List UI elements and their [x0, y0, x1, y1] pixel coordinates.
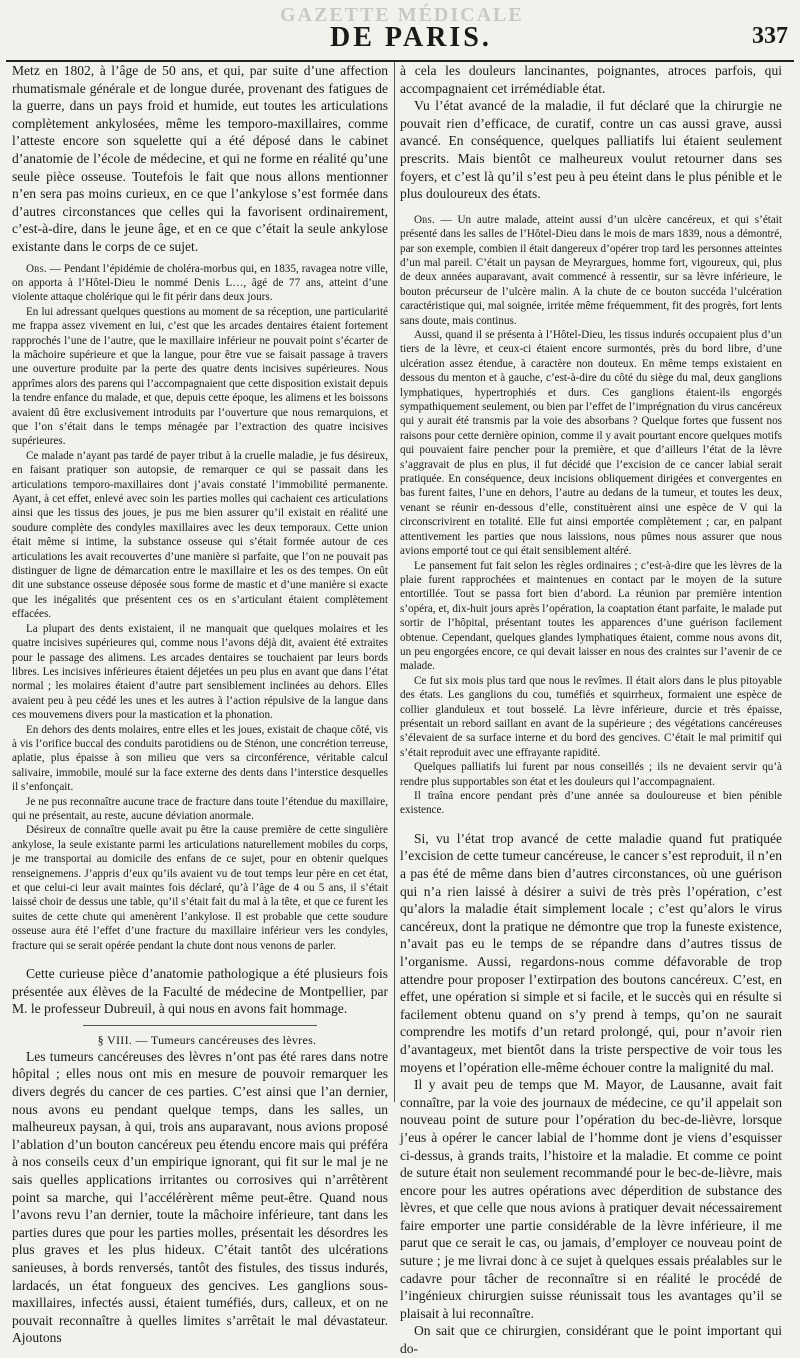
section-heading: § VIII. — Tumeurs cancéreuses des lèvres. — [97, 1032, 317, 1047]
observation-text: — Pendant l’épidémie de choléra-morbus qui, en 1835, ravagea notre ville, on apporta à l’Hôtel-Dieu le nommé Denis L…, âgé de 77 ans, atteint d’une violente attaque cholérique qui le fit périr dans deux jours. — [12, 262, 388, 304]
page-number: 337 — [752, 23, 788, 49]
observation-paragraph — [400, 213, 782, 328]
paragraph: Je ne pus reconnaître aucune trace de fracture dans toute l’étendue du maxillaire, qui ne présentait, au reste, aucune déviation anormale. — [12, 795, 388, 822]
paragraph: à cela les douleurs lancinantes, poignantes, atroces parfois, qui accompagnaient cet irrémédiable état. — [400, 63, 782, 96]
paragraph: La plupart des dents existaient, il ne manquait que quelques molaires et les quatre incisives supérieures qui, comme nous l’avons déjà dit, avaient été extraites pour le passage des alimens. Les arcades dentaires se touchaient par leurs bords libres. Les incisives inférieures étaient déjetées un peu plus en avant que dans l’état normal ; les molaires étaient d’autre part sensiblement inclinées au dehors. Elles avaient peu à peu cédé les unes et les autres à l’action répulsive de la langue dans ces mouvemens divers pour la mastication et la phonation. — [12, 622, 388, 722]
paragraph: Cette curieuse pièce d’anatomie pathologique a été plusieurs fois présentée aux élèves de la Faculté de médecine de Montpellier, par M. le professeur Dubreuil, à qui nous en avons fait hommage. — [12, 966, 388, 1017]
paragraph: Le pansement fut fait selon les règles ordinaires ; c’est-à-dire que les lèvres de la plaie furent rapprochées et maintenues en contact par le moyen de la suture entortillée. Tout se passa fort bien d’abord. La réunion par première intention s’opéra, et, dix-huit jours après l’opération, la coaptation étant parfaite, le malade put sortir de l’hôpital, présentant toutes les apparences d’une guérison facilement obtenue. Cependant, quelques glandes lymphatiques étaient, comme nous avons dit, un peu engorgées encore, ce qui devait laisser en nous des craintes sur l’avenir de ce malade. — [400, 559, 782, 673]
column-separator — [394, 62, 395, 1102]
paragraph: Metz en 1802, à l’âge de 50 ans, et qui, par suite d’une affection rhumatismale générale et de longue durée, provenant des fatigues de la guerre, dans un pays froid et humide, eut toutes les articulations complètement ankylosées, même les temporo-maxillaires, comme l’atteste encore son squelette qui a été déposé dans le cabinet d’anatomie de l’école de médecine, et qui ne forme en réalité qu’une seule pièce osseuse. Toutefois le fait que nous allons mentionner n’en sera pas moins curieux, en ce que l’ankylose s’est formée dans d’autres circonstances que celles qui la favorisent ordinairement, c’est-à-dire, dans le jeune âge, et en ce que c’était la seule ankylose existante dans le corps de ce sujet. — [12, 63, 388, 254]
section-divider — [83, 1025, 316, 1026]
left-column — [12, 62, 388, 1346]
paragraph: Quelques palliatifs lui furent par nous conseillés ; ils ne devaient servir qu’à rendre plus supportables son état et les douleurs qui l’accompagnaient. — [400, 761, 782, 788]
paragraph: En lui adressant quelques questions au moment de sa réception, une particularité me frappa assez vivement en lui, c’est que les arcades dentaires étaient fortement rapprochés l’une de l’autre, que le maxillaire inférieur ne pouvait point s’écarter de la mâchoire supérieure et que la langue, pour être vue se faisait passage à travers une ouverture produite par la perte des quatre dents incisives supérieures. Nous apprîmes alors des parens qui l’accompagnaient que cette disposition existait depuis la tendre enfance du malade, et que, depuis cette époque, les alimens et les boissons avaient dû être exclusivement introduits par l’ouverture que nous remarquions, et que l’on s’était dans le temps ménagée par l’extraction des quatre incisives supérieures. — [12, 305, 388, 448]
paragraph: Il y avait peu de temps que M. Mayor, de Lausanne, avait fait connaître, par la voie des journaux de médecine, ce qu’il appelait son nouveau point de suture pour l’opération du bec-de-lièvre, lorsque j’eus à opérer le cancer labial de l’homme dont je viens d’esquisser ci-dessus, à grands traits, l’histoire et la maladie. Et comme ce point de suture était non seulement recommandé pour le bec-de-lièvre, mais encore pour les autres opérations avec déperdition de substance des lèvres, et que celle que nous avions à pratiquer devait nécessairement faire emporter une partie considérable de la lèvre inférieure, il me parut que ce serait le cas, ou jamais, d’employer ce nouveau point de suture ; je me livrai donc à ce sujet à quelques essais préalables sur le cadavre pour tâcher de reconnaître si en réalité le procédé de l’ingénieux chirurgien suisse réunissait tous les avantages qu’il se plaisait à lui reconnaître. — [400, 1077, 782, 1321]
paragraph: Vu l’état avancé de la maladie, il fut déclaré que la chirurgie ne pouvait rien d’efficace, de curatif, contre un cas aussi grave, aussi avancé. En conséquence, quelques palliatifs lui étaient seulement prescrits. Mais bientôt ce malheureux voulut retourner dans ses foyers, et c’est là qu’il s’est peu à peu éteint dans le plus pénible et le plus douloureux des états. — [400, 98, 782, 202]
paragraph: On sait que ce chirurgien, considérant que le point important qui do- — [400, 1323, 782, 1357]
running-title: DE PARIS. — [330, 22, 492, 53]
page-header — [0, 0, 800, 62]
paragraph: En dehors des dents molaires, entre elles et les joues, existait de chaque côté, vis à vis l’orifice buccal des conduits parotidiens ou de Sténon, une concrétion terreuse, aplatie, plus épaisse à son milieu que vers sa circonférence, véritable calcul salivaire, immobile, moulé sur la face externe des dents dans l’interstice desquelles il s’enfonçait. — [12, 723, 388, 794]
paragraph: Si, vu l’état trop avancé de cette maladie quand fut pratiquée l’excision de cette tumeur cancéreuse, le cancer s’est reproduit, il n’en a pas été de même dans bien d’autres circonstances, où une guérison qui n’a rien laissé à désirer a suivi de très près l’opération, c’est qu’alors la maladie était simplement locale ; c’est qu’alors le virus cancéreux, dont la pratique ne démontre que trop la funeste existence, n’avait pas eu le temps de se répandre dans d’autres tissus de l’organisme. Aussi, regardons-nous comme défavorable de trop attendre pour proposer l’extirpation des boutons cancéreux. C’est, en effet, une opération si simple et si facile, et le succès qui en résulte si facilement obtenu quand on s’y prend à temps, qu’on ne saurait comprendre les motifs d’un retard prolongé, qui, pour n’avoir rien d’avantageux, met bientôt dans la triste perspective de voir tous les moyens et l’opération elle-même échouer contre la malignité du mal. — [400, 830, 782, 1075]
observation-paragraph — [12, 262, 388, 305]
paragraph: Les tumeurs cancéreuses des lèvres n’ont pas été rares dans notre hôpital ; elles nous ont mis en mesure de pouvoir remarquer les divers degrés du cancer de ces parties. C’est ainsi que l’an dernier, nous avons eu pendant quelque temps, dans les salles, un malheureux paysan, à qui, trois ans auparavant, nous avions proposé l’ablation d’un bouton cancéreux peu étendu encore mais qui préféra à nos conseils ceux d’un empirique ignorant, qui fit sur le mal je ne sais quelles applications irritantes ou corrosives qui n’arrêtèrent point sa marche, qui l’accélérèrent même peut-être. Quand nous l’avons revu l’an dernier, toute la mâchoire inférieure, tant dans les parties dures que pour les parties molles, présentait les désordres les plus graves et les plus hideux. C’était tantôt des ulcérations sanieuses, à bords renversés, tantôt des fistules, des tissus indurés, lardacés, un état fongueux des gencives. Les ganglions sous-maxillaires, infectés aussi, étaient tuméfiés, durs, calleux, et on ne pouvait reconnaître à quelles limites s’arrêtait le mal dévastateur. Ajoutons — [12, 1048, 388, 1346]
observation-label: Obs. — [414, 213, 435, 226]
paragraph: Désireux de connaître quelle avait pu être la cause première de cette singulière ankylose, la seule existante parmi les articulations naturellement mobiles du corps, je me transportai au domicile des enfans de ce sujet, pour en obtenir quelques renseignemens. J’appris d’eux qu’ils avaient vu de tout temps leur père en cet état, et que celui-ci leur avait maintes fois déclaré, qu’à l’âge de 4 ou 5 ans, il s’était laissé choir de dessus une table, qu’il s’était fait du mal à la tête, et que ce furent les suites de cette chute qui amenèrent l’ankylose. Il est probable que cette soudure osseuse aura été l’effet d’une fracture du maxillaire inférieur vers les condyles, fracture qui se serait opérée pendant la chute dont nous venons de parler. — [12, 824, 388, 952]
right-column — [400, 62, 782, 1357]
show-through-text: GAZETTE MÉDICALE — [280, 4, 524, 26]
observation-label: Obs. — [26, 262, 47, 275]
paragraph: Il traîna encore pendant près d’une année sa douloureuse et bien pénible existence. — [400, 790, 782, 817]
paragraph: Ce fut six mois plus tard que nous le revîmes. Il était alors dans le plus pitoyable des états. Les ganglions du cou, tuméfiés et squirrheux, formaient une espèce de collier glanduleux et tout bosselé. La lèvre inférieure, durcie et très épaisse, présentait un rebord saillant en avant de la supérieure ; des végétations cancéreuses s’élevaient de sa surface interne et du bord des gencives. C’était le mal primitif qui s’était reproduit avec une effrayante rapidité. — [400, 674, 782, 759]
paragraph: Ce malade n’ayant pas tardé de payer tribut à la cruelle maladie, je fus désireux, en faisant pratiquer son autopsie, de remarquer ce qui se passait dans les articulations temporo-maxillaires dont j’avais constaté l’immobilité permanente. Ayant, à cet effet, enlevé avec soin les parties molles qui cachaient ces articulations ainsi que les tissus des joues, je pus me bien assurer qu’il existait en réalité une soudure complète des condyles maxillaires avec les deux temporaux. Cette union était même si intime, la substance osseuse qui s’était formée autour de ces articulations les avait recouvertes d’une manière si parfaite, que l’on ne pouvait pas distinguer de ligne de démarcation entre le maxillaire et les os des tempes. On eût dit une substance osseuse déposée sous forme de mastic et d’une manière si exacte que les inégalités que présentent ces os en s’articulant étaient complètement effacées. — [12, 449, 388, 621]
paragraph: Aussi, quand il se présenta à l’Hôtel-Dieu, les tissus indurés occupaient plus d’un tiers de la lèvre, et ceux-ci étaient encore surmontés, près du bord libre, d’une ulcération assez étendue, à caractère non douteux. En même temps existaient en dessous du menton et à gauche, c’est-à-dire du côté du siège du mal, deux ganglions lymphatiques, hypertrophiés et durs. Ces ganglions étaient-ils engorgés sympathiquement seulement, ou bien par l’effet de l’imprégnation du virus cancéreux qui y aurait été transmis par la voie des absorbans ? Quelque fortes que fussent nos raisons pour cette dernière opinion, comme il y avait pourtant encore quelques motifs qui pouvaient faire pencher pour la première, et que d’ailleurs l’état de la lèvre s’aggravait de plus en plus, il fut décidé que l’excision de ce cancer labial serait pratiquée. En conséquence, deux incisions obliquement dirigées et convergentes en bas furent faites, l’une en dehors, l’autre au dedans de la tumeur, et toutes les deux, venant se réunir en-dessous d’elle, constituèrent ainsi une espèce de V qui la circonscrivirent en totalité. Elle fut ainsi emportée complètement ; car, en palpant attentivement les parties que nous laissions, nous pûmes nous assurer que nous avions emporté tout ce qui était sensiblement altéré. — [400, 329, 782, 558]
observation-text: — Un autre malade, atteint aussi d’un ulcère cancéreux, et qui s’était présenté dans les salles de l’Hôtel-Dieu dans le mois de mars 1839, nous a démontré, par son exemple, combien il était dangereux d’opérer trop tard les personnes atteintes d’un mal pareil. C’était un paysan de Meyrargues, homme fort, vigoureux, qui, plus de deux années auparavant, avait commencé à ressentir, sur sa lèvre inférieure, le bouton précurseur de l’ulcère malin. A la chute de ce bouton succéda l’ulcération caractéristique qui, mal soignée, irritée même fréquemment, fit des progrès, fort lents sans doute, mais continus. — [400, 213, 782, 327]
